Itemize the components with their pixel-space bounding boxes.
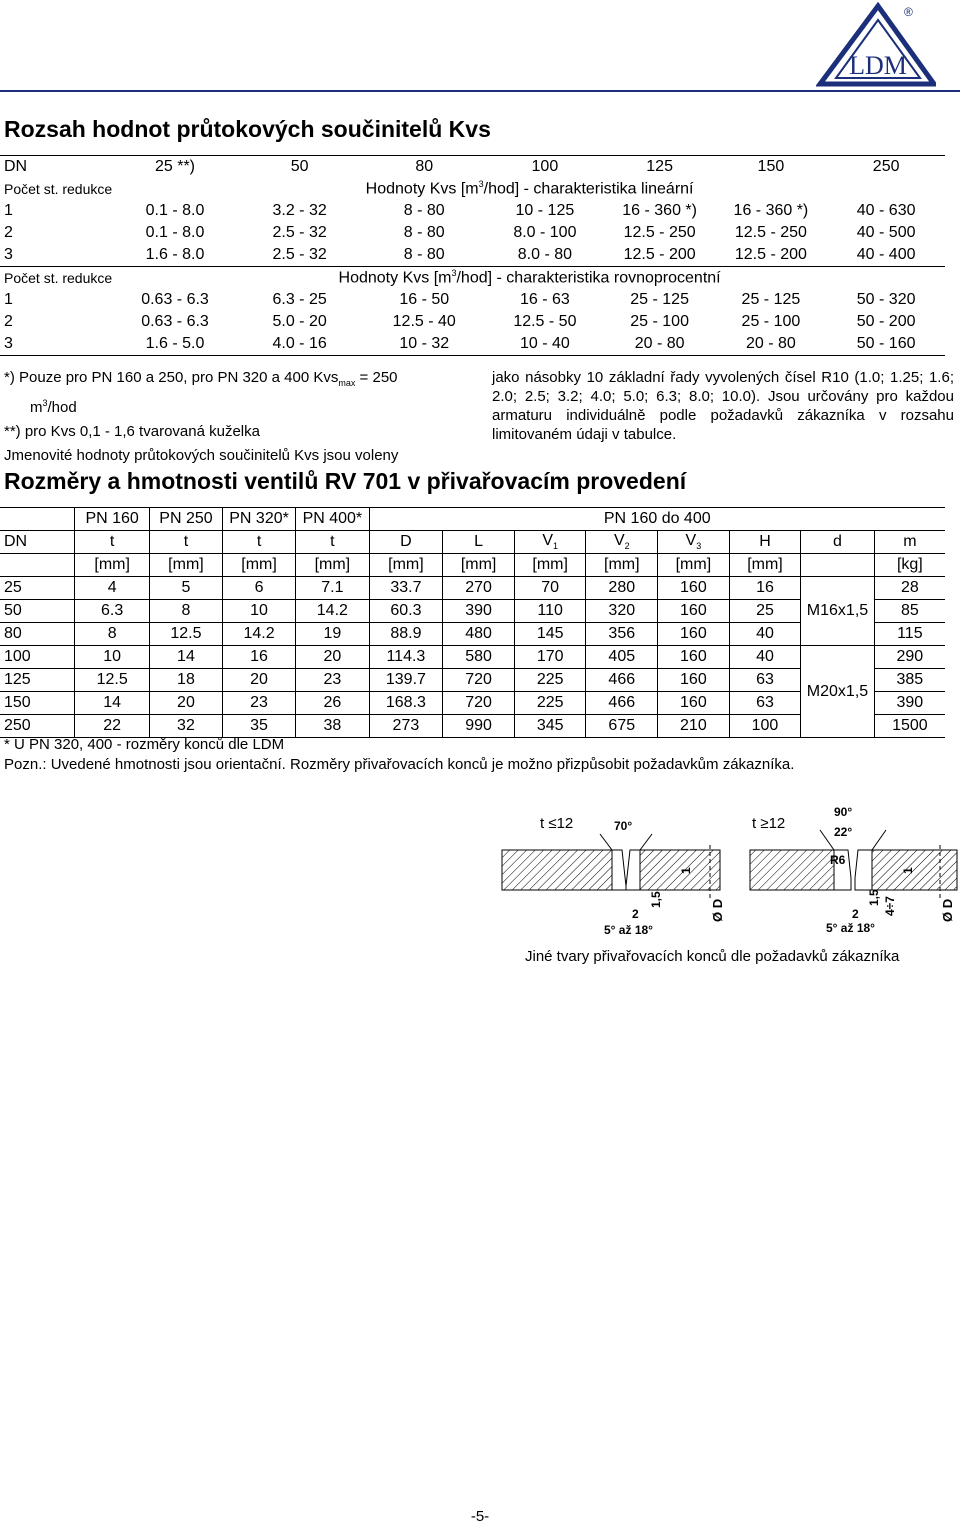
pn-header: PN 400* [296,508,369,531]
dn-value: 50 [236,156,364,179]
header-rule [0,90,960,92]
kvs-cell: 25 - 100 [630,313,689,330]
section-title-dimensions: Rozměry a hmotnosti ventilů RV 701 v přivařovacím provedení [4,468,687,494]
unit: [mm] [443,554,515,577]
angle-label: 22° [834,825,853,839]
logo-text: LDM [849,51,907,80]
kvs-cell: 1.6 - 5.0 [114,333,236,356]
table-row [0,200,945,222]
unit: [mm] [729,554,801,577]
reduction-label: Počet st. redukce [0,267,114,290]
dim-label: 2 [632,907,639,921]
kvs-cell: 0.63 - 6.3 [141,313,209,330]
kvs-cell: 8 - 80 [403,246,445,263]
dimensions-table [0,507,945,738]
diameter-label: Ø D [940,898,955,922]
unit: [mm] [369,554,443,577]
notes-left [4,368,474,470]
kvs-cell: 3.2 - 32 [272,202,327,219]
kvs-table [0,155,945,356]
kvs-cell: 50 - 200 [856,313,916,330]
note-shaped-plug: **) pro Kvs 0,1 - 1,6 tvarovaná kuželka [4,423,260,440]
v1-label: $V_1$ [514,531,586,554]
kvs-cell: 12.5 - 250 [734,224,807,241]
kvs-cell: 25 - 125 [630,291,689,308]
v3-label: $V_3$ [658,531,730,554]
kvs-cell: 0.63 - 6.3 [141,291,209,308]
kvs-cell: 20 - 80 [715,333,828,356]
weld-joint-thin [502,815,725,937]
dim-label: 2 [852,907,859,921]
table-row [0,311,945,333]
t-label: t [75,531,150,554]
kvs-cell: 0.1 - 8.0 [145,202,205,219]
reduction-count: 3 [0,333,114,356]
kvs-cell: 6.3 - 25 [272,291,327,308]
drawing-caption: Jiné tvary přivařovacích konců dle požadavků zákazníka [525,948,900,965]
kvs-cell: 16 - 63 [519,291,570,308]
thread-size: M16x1,5 [801,577,874,646]
reduction-label: Počet st. redukce [4,181,113,197]
equal-title-row [0,267,945,290]
dn-value: 250 [827,156,945,179]
reduction-count: 2 [4,224,13,241]
pn-header: PN 320* [222,508,295,531]
kvs-cell: 10 - 40 [485,333,605,356]
angle-label: 90° [834,805,853,819]
kvs-cell: 12.5 - 200 [623,246,696,263]
thread-size: M20x1,5 [801,646,874,738]
kvs-cell: 16 - 360 *) [622,202,697,219]
kvs-cell: 12.5 - 40 [392,313,456,330]
table-row: 80 8 12.5 14.2 19 88.9 480 145 356 160 40 115 [0,623,945,646]
kvs-cell: 12.5 - 50 [513,313,577,330]
footnote-weights: Pozn.: Uvedené hmotnosti jsou orientační. Rozměry přivařovacích konců je možno přizpůsobit požadavkům zákazníka. [4,756,795,773]
v2-label: $V_2$ [586,531,658,554]
kvs-cell: 8.0 - 100 [513,224,577,241]
table-row: 25 4 5 6 7.1 33.7 270 70 280 160 16 M16x1,5 28 [0,577,945,600]
dim-label: 4÷7 [883,896,897,916]
table-row [0,222,945,244]
registered-mark: ® [904,5,913,19]
table-row [0,289,945,311]
note-nominal-values: Jmenovité hodnoty průtokových součinitelů Kvs jsou voleny [4,447,399,464]
kvs-cell: 8.0 - 80 [517,246,573,263]
dn-value: 100 [485,156,605,179]
kvs-cell: 2.5 - 32 [272,246,327,263]
t-label: t [222,531,295,554]
dn-label: DN [0,531,75,554]
kvs-cell: 25 - 125 [741,291,801,308]
unit: [mm] [514,554,586,577]
dim-label: 1,5 [649,891,663,908]
notes-right [492,368,954,448]
kvs-cell: 40 - 630 [856,202,916,219]
dn-value: 80 [363,156,485,179]
kvs-cell: 12.5 - 200 [734,246,807,263]
unit: [mm] [75,554,150,577]
kvs-cell: 8 - 80 [403,224,445,241]
reduction-count: 3 [4,246,13,263]
footnote-pn320: * U PN 320, 400 - rozměry konců dle LDM [4,736,285,753]
unit: [mm] [658,554,730,577]
kvs-cell: 0.1 - 8.0 [145,224,205,241]
d-outer-label: D [369,531,443,554]
dn-value: 125 [605,156,715,179]
kvs-cell: 8 - 80 [403,202,445,219]
kvs-cell: 16 - 50 [399,291,450,308]
angle-range-label: 5° až 18° [604,923,653,937]
dn-label: DN [0,156,114,179]
section-title-kvs: Rozsah hodnot průtokových součinitelů Kvs [4,116,491,142]
pn-header: PN 250 [150,508,223,531]
kvs-cell: 5.0 - 20 [272,313,327,330]
kvs-cell: 25 - 100 [741,313,801,330]
unit: [mm] [222,554,295,577]
kvs-cell: 1.6 - 8.0 [145,246,205,263]
h-label: H [729,531,801,554]
symbol-header-row [0,531,945,554]
weld-end-drawing [500,800,960,940]
unit: [mm] [150,554,223,577]
kvs-cell: 16 - 360 *) [733,202,809,219]
reduction-count: 1 [4,291,13,308]
equal-title: Hodnoty Kvs $[m^3/hod]$ - charakteristika rovnoprocentní [114,267,945,290]
reduction-count: 1 [4,202,13,219]
table-row: 125 12.5 18 20 23 139.7 720 225 466 160 63 385 [0,669,945,692]
table-row: 150 14 20 23 26 168.3 720 225 466 160 63 390 [0,692,945,715]
diameter-label: Ø D [710,898,725,922]
table-row: 50 6.3 8 10 14.2 60.3 390 110 320 160 25 85 [0,600,945,623]
kvs-cell: 50 - 320 [856,291,916,308]
kvs-cell: 4.0 - 16 [236,333,364,356]
unit: [mm] [296,554,369,577]
linear-title-row [0,178,945,200]
thin-wall-label: t ≤12 [540,815,574,832]
unit: [kg] [874,554,945,577]
kvs-cell: 10 - 125 [515,202,575,219]
kvs-cell: 40 - 500 [856,224,916,241]
mass-label: m [874,531,945,554]
dim-label: 1,5 [867,889,881,906]
kvs-cell: 12.5 - 250 [623,224,696,241]
kvs-cell: 10 - 32 [363,333,485,356]
thread-label: d [801,531,874,554]
angle-range-label: 5° až 18° [826,921,875,935]
pn-header-row [0,508,945,531]
kvs-cell: 50 - 160 [827,333,945,356]
note-max-kvs: *) Pouze pro PN 160 a 250, pro PN 320 a 400 Kvs$_{max}$ = 250 $m^3$/hod [4,369,398,416]
length-label: L [443,531,515,554]
footnotes [4,735,794,775]
dim-label: 1 [901,867,915,874]
linear-title: Hodnoty Kvs $[m^3/hod]$ - charakteristika lineární [365,179,694,198]
t-label: t [296,531,369,554]
note-r10-series: jako násobky 10 základní řady vyvolených čísel R10 (1.0; 1.25; 1.6; 2.0; 2.5; 3.2; 4.0; 5.0; 6.3; 8.0; 10.0). Jsou určovány pro každou armaturu individuálně podle požadavků zákazníka v rozsahu limitovaném údaji v tabulce. [492,369,954,443]
t-label: t [150,531,223,554]
dim-label: 1 [679,867,693,874]
weld-joint-thick [750,805,957,935]
dn-value: 150 [715,156,828,179]
kvs-cell: 20 - 80 [605,333,715,356]
kvs-cell: 2.5 - 32 [272,224,327,241]
page-number: -5- [470,1508,490,1525]
table-row: 250 22 32 35 38 273 990 345 675 210 100 1500 [0,715,945,738]
kvs-cell: 40 - 400 [856,246,916,263]
table-row [0,333,945,356]
table-row [0,244,945,267]
angle-label: 70° [614,819,633,833]
thick-wall-label: t ≥12 [752,815,786,832]
reduction-count: 2 [4,313,13,330]
pn-common-header: PN 160 do 400 [369,508,945,531]
radius-label: R6 [830,853,846,867]
dn-value: 25 **) [114,156,236,179]
ldm-logo [816,2,936,88]
pn-header: PN 160 [75,508,150,531]
unit-row [0,554,945,577]
unit: [mm] [586,554,658,577]
table-row: 100 10 14 16 20 114.3 580 170 405 160 40 M20x1,5 290 [0,646,945,669]
kvs-header-row [0,156,945,179]
